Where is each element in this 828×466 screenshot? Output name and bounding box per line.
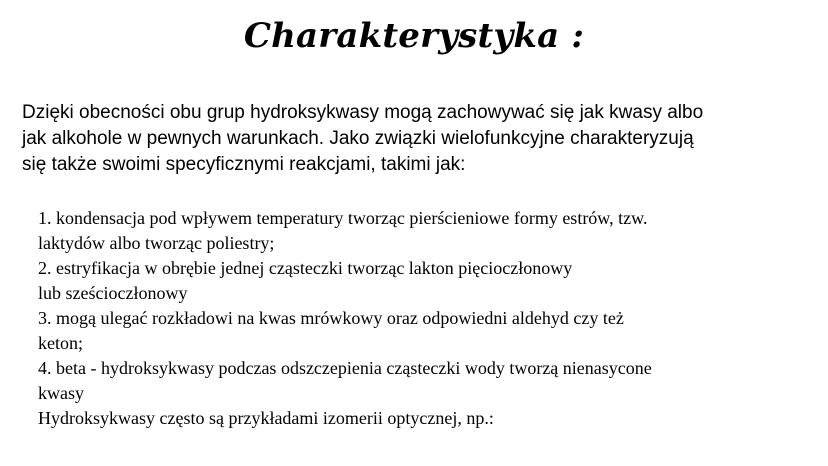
list-line: 3. mogą ulegać rozkładowi na kwas mrówkowy oraz odpowiedni aldehyd czy też bbox=[38, 308, 624, 328]
list-line: 1. kondensacja pod wpływem temperatury tworząc pierścieniowe formy estrów, tzw. bbox=[38, 208, 648, 228]
list-line: laktydów albo tworząc poliestry; bbox=[38, 233, 275, 253]
intro-line: jak alkohole w pewnych warunkach. Jako związki wielofunkcyjne charakteryzują bbox=[22, 128, 694, 149]
reaction-list bbox=[38, 206, 818, 431]
list-line: lub sześcioczłonowy bbox=[38, 283, 188, 303]
slide-title: Charakterystyka : bbox=[243, 16, 585, 56]
list-line: keton; bbox=[38, 333, 83, 353]
intro-line: się także swoimi specyficznymi reakcjami, takimi jak: bbox=[22, 154, 466, 175]
list-line: 4. beta - hydroksykwasy podczas odszczepienia cząsteczki wody tworzą nienasycone bbox=[38, 358, 652, 378]
list-line: Hydroksykwasy często są przykładami izomerii optycznej, np.: bbox=[38, 408, 494, 428]
list-line: kwasy bbox=[38, 383, 84, 403]
intro-paragraph bbox=[22, 100, 822, 178]
list-line: 2. estryfikacja w obrębie jednej cząsteczki tworząc lakton pięcioczłonowy bbox=[38, 258, 573, 278]
intro-line: Dzięki obecności obu grup hydroksykwasy mogą zachowywać się jak kwasy albo bbox=[22, 102, 704, 123]
